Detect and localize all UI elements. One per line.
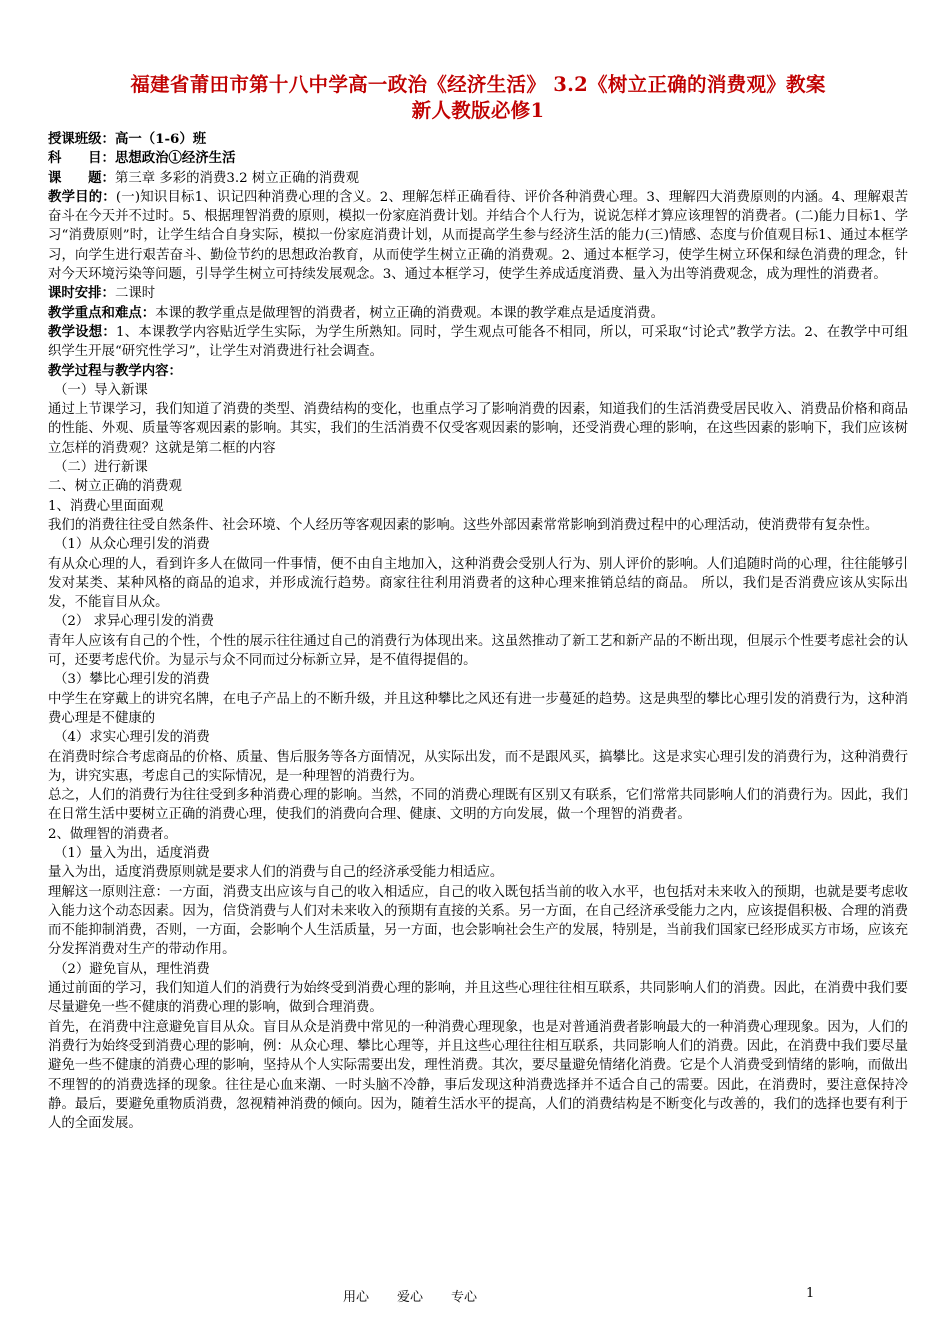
keypoints-text: 本课的教学重点是做理智的消费者，树立正确的消费观。本课的教学难点是适度消费。 [155, 305, 664, 321]
schedule-value: 二课时 [114, 286, 156, 302]
document-title-line1: 福建省莆田市第十八中学高一政治《经济生活》 3.2《树立正确的消费观》教案 [130, 73, 826, 96]
footer-word: 专心 [451, 1290, 478, 1305]
subsection-heading: （4）求实心理引发的消费 [54, 730, 210, 746]
subsection-heading: （3）攀比心理引发的消费 [54, 672, 210, 688]
keypoints-paragraph [48, 304, 908, 323]
body-paragraph: 总之，人们的消费行为往往受到多种消费心理的影响。当然，不同的消费心理既有区别又有联系，它们常常共同影响人们的消费行为。因此，我们在日常生活中要树立正确的消费心理，使我们的消费向合理、健康、文明的方向发展，做一个理智的消费者。 [48, 788, 908, 823]
section-heading: （一）导入新课 [54, 382, 148, 398]
topic-row [48, 169, 908, 188]
goals-text: (一)知识目标1、识记四种消费心理的含义。2、理解怎样正确看待、评价各种消费心理。3、理解四大消费原则的内涵。4、理解艰苦奋斗在今天并不过时。5、根据理智消费的原则，模拟一份家庭消费计划。并结合个人行为，说说怎样才算应该理智的消费者。(二)能力目标1、学习“消费原则”时，让学生结合自身实际，模拟一份家庭消费计划，从而提高学生参与经济生活的能力(三)情感、态度与价值观目标1、通过本框学习，向学生进行艰苦奋斗、勤俭节约的思想政治教育，从而使学生树立正确的消费观。2、通过本框学习，使学生树立环保和绿色消费的理念，针对今天环境污染等问题，引导学生树立可持续发展观念。3、通过本框学习，使学生养成适度消费、量入为出等消费观念，成为理性的消费者。 [48, 189, 909, 283]
class-value: 高一（1-6）班 [114, 131, 207, 147]
process-heading: 教学过程与教学内容： [48, 362, 182, 379]
class-row [48, 130, 908, 149]
body-paragraph: 首先，在消费中注意避免盲目从众。盲目从众是消费中常见的一种消费心理现象，也是对普通消费者影响最大的一种消费心理现象。因为，人们的消费行为始终受到消费心理的影响，例：从众心理、攀比心理等，并且这些心理往往相互联系，共同影响人们的消费。因此，在消费中我们要尽量避免一些不健康的消费心理的影响，坚持从个人实际需要出发，理性消费。其次，要尽量避免情绪化消费。它是个人消费受到情绪的影响，而做出不理智的的消费选择的现象。往往是心血来潮、一时头脑不冷静，事后发现这种消费选择并不适合自己的需要。因此，在消费时，要注意保持冷静。最后，要避免重物质消费，忽视精神消费的倾向。因为，随着生活水平的提高，人们的消费结构是不断变化与改善的，我们的选择也要有利于人的全面发展。 [48, 1019, 908, 1132]
footer-motto [343, 1286, 477, 1305]
topic-value: 第三章 多彩的消费3.2 树立正确的消费观 [114, 170, 360, 186]
subject-label: 科 目： [48, 150, 115, 167]
subsection-heading: （1）量入为出，适度消费 [54, 845, 210, 861]
schedule-label: 课时安排： [48, 285, 115, 302]
design-text: 1、本课教学内容贴近学生实际，为学生所熟知。同时，学生观点可能各不相同，所以，可采取“讨论式”教学方法。2、在教学中可组织学生开展“研究性学习”，让学生对消费进行社会调查。 [48, 324, 909, 360]
body-paragraph: 中学生在穿戴上的讲究名牌，在电子产品上的不断升级，并且这种攀比之风还有进一步蔓延的趋势。这是典型的攀比心理引发的消费行为，这种消费心理是不健康的 [48, 691, 908, 726]
footer-word: 用心 [343, 1290, 370, 1305]
keypoints-label: 教学重点和难点： [48, 304, 156, 321]
class-label: 授课班级： [48, 131, 115, 147]
body-paragraph: 理解这一原则注意：一方面，消费支出应该与自己的收入相适应，自己的收入既包括当前的收入水平，也包括对未来收入的预期，也就是要考虑收入能力这个动态因素。因为，信贷消费与人们对未来收入的预期有直接的关系。另一方面，在自己经济承受能力之内，应该提倡积极、合理的消费而不能抑制消费，否则，一方面，会影响个人生活质量，另一方面，也会影响社会生产的发展，特别是，当前我们国家已经形成买方市场，应该充分发挥消费对生产的带动作用。 [48, 884, 908, 958]
goals-label: 教学目的： [48, 188, 116, 205]
subject-row [48, 149, 908, 168]
subject-value: 思想政治①经济生活 [114, 150, 236, 167]
schedule-row [48, 284, 908, 303]
subsection-heading: （2） 求异心理引发的消费 [54, 614, 215, 630]
document-title-line2: 新人教版必修1 [411, 99, 545, 122]
section-heading: 二、树立正确的消费观 [48, 479, 182, 495]
page-number: 1 [806, 1286, 815, 1301]
document-body [48, 130, 908, 1133]
section-heading: （二）进行新课 [54, 460, 148, 476]
body-paragraph: 我们的消费往往受自然条件、社会环境、个人经历等客观因素的影响。这些外部因素常常影响到消费过程中的心理活动，使消费带有复杂性。 [48, 517, 879, 533]
subsection-heading: （2）避免盲从，理性消费 [54, 961, 210, 977]
body-paragraph: 有从众心理的人，看到许多人在做同一件事情，便不由自主地加入，这种消费会受别人行为、别人评价的影响。人们追随时尚的心理，往往能够引发对某类、某种风格的商品的追求，并形成流行趋势。商家往往利用消费者的这种心理来推销总结的商品。 所以，我们是否消费应该从实际出发，不能盲目从众。 [48, 556, 908, 611]
footer-word: 爱心 [397, 1290, 424, 1305]
document-page [48, 72, 908, 1133]
section-heading: 1、消费心里面面观 [48, 498, 164, 514]
subsection-heading: （1）从众心理引发的消费 [54, 537, 210, 553]
topic-label: 课 题： [48, 169, 115, 186]
section-heading: 2、做理智的消费者。 [48, 826, 178, 842]
goals-paragraph [48, 188, 908, 284]
body-paragraph: 量入为出，适度消费原则就是要求人们的消费与自己的经济承受能力相适应。 [48, 865, 504, 881]
design-paragraph [48, 323, 908, 362]
body-paragraph: 在消费时综合考虑商品的价格、质量、售后服务等各方面情况，从实际出发，而不是跟风买，搞攀比。这是求实心理引发的消费行为，这种消费行为，讲究实惠，考虑自己的实际情况，是一种理智的消费行为。 [48, 749, 908, 784]
design-label: 教学设想： [48, 323, 116, 340]
body-paragraph: 青年人应该有自己的个性，个性的展示往往通过自己的消费行为体现出来。这虽然推动了新工艺和新产品的不断出现，但展示个性要考虑社会的认可，还要考虑代价。为显示与众不同而过分标新立异，是不值得提倡的。 [48, 633, 908, 669]
body-paragraph: 通过上节课学习，我们知道了消费的类型、消费结构的变化，也重点学习了影响消费的因素，知道我们的生活消费受居民收入、消费品价格和商品的性能、外观、质量等客观因素的影响。其实，我们的生活消费不仅受客观因素的影响，还受消费心理的影响，在这些因素的影响下，我们应该树立怎样的消费观？这就是第二框的内容 [48, 402, 908, 456]
body-paragraph: 通过前面的学习，我们知道人们的消费行为始终受到消费心理的影响，并且这些心理往往相互联系，共同影响人们的消费。因此，在消费中我们要尽量避免一些不健康的消费心理的影响，做到合理消费。 [48, 981, 908, 1016]
